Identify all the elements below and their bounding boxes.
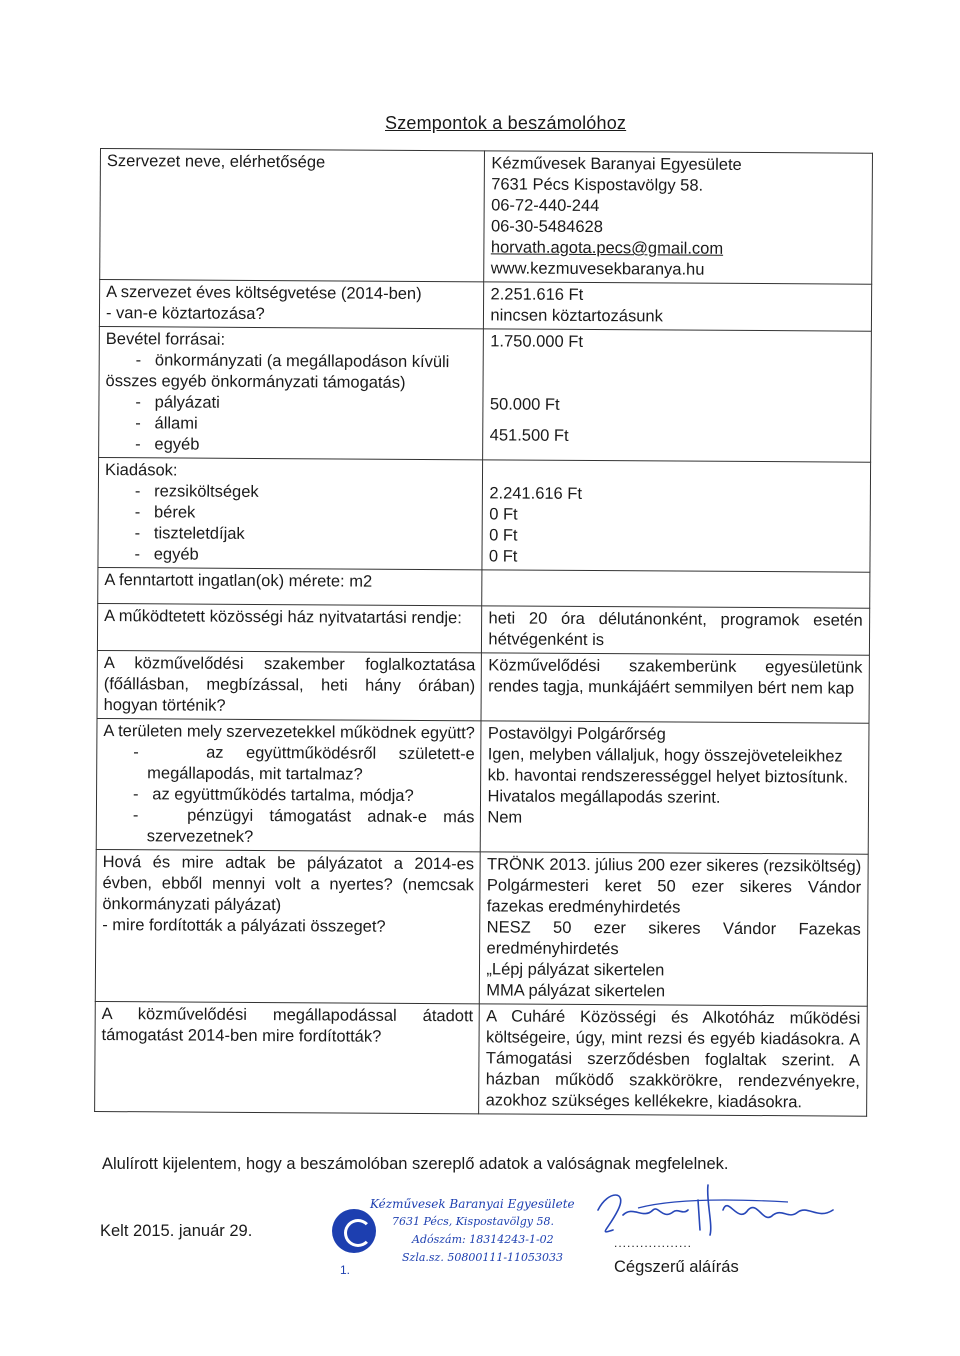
grants-value-6: „Lépj pályázat sikertelen xyxy=(486,960,665,980)
signature-label: Cégszerű aláírás xyxy=(614,1258,739,1276)
partners-question-funding: - pénzügyi támogatást adnak-e más xyxy=(103,805,475,828)
row-partners xyxy=(96,718,868,854)
stamp-line-name: Kézművesek Baranyai Egyesülete xyxy=(370,1197,575,1211)
expenses-value-fees: 0 Ft xyxy=(489,526,518,545)
opening-value-2: hétvégenként is xyxy=(488,630,605,650)
property-label: A fenntartott ingatlan(ok) mérete: m2 xyxy=(104,571,373,591)
agreement-value-5: azokhoz szükséges kellékekre, kiadásokra. xyxy=(485,1091,803,1112)
grants-value-3: fazekas eredményhirdetés xyxy=(486,897,681,917)
property-value xyxy=(489,572,863,574)
specialist-value-1: Közművelődési szakemberünk egyesületünk xyxy=(488,656,863,677)
row-agreement xyxy=(95,1001,867,1116)
row-grants xyxy=(95,849,868,1006)
organization-stamp xyxy=(330,1195,575,1280)
partners-value-agreement: Igen, melyben vállaljuk, hogy összejöveteleikhez xyxy=(487,745,843,766)
org-website: www.kezmuvesekbaranya.hu xyxy=(490,259,705,279)
agreement-value-2: költségeire, úgy, mint rezsi és egyéb kiadásokra. A xyxy=(485,1028,861,1049)
declaration-text: Alulírott kijelentem, hogy a beszámolóban szereplő adatok a valóságnak megfelelnek. xyxy=(102,1155,729,1173)
stamp-line-account: Szla.sz. 50800111-11053033 xyxy=(402,1251,564,1264)
row-property xyxy=(98,567,870,608)
grants-label-2: évben, ebből mennyi volt a nyertes? (nemcsak xyxy=(102,874,475,895)
signature-line: .................. xyxy=(614,1236,693,1250)
expenses-item-wages: - bérek xyxy=(105,502,477,525)
specialist-value-2: rendes tagja, munkájáért semmilyen bért nem kap xyxy=(488,677,855,698)
partners-question-agreement: - az együttműködésről született-e xyxy=(103,742,475,765)
stamp-line-taxnumber: Adószám: 18314243-1-02 xyxy=(412,1233,554,1246)
org-address: 7631 Pécs Kispostavölgy 58. xyxy=(491,175,704,195)
expenses-item-fees: - tiszteletdíjak xyxy=(105,523,477,546)
opening-value-1: heti 20 óra délutánonként, programok esetén xyxy=(488,609,863,630)
org-email: horvath.agota.pecs@gmail.com xyxy=(490,238,724,258)
debt-value: nincsen köztartozásunk xyxy=(490,306,663,326)
stamp-number: 1. xyxy=(340,1263,351,1277)
income-label: Bevétel forrásai: xyxy=(105,330,226,349)
date-text: Kelt 2015. január 29. xyxy=(100,1222,253,1240)
partners-question-content: - az együttműködés tartalma, módja? xyxy=(103,784,475,807)
expenses-item-utilities: - rezsiköltségek xyxy=(105,481,477,504)
income-item-other: - egyéb xyxy=(105,434,477,457)
opening-label: A működtetett közösségi ház nyitvatartási rendje: xyxy=(104,607,462,628)
budget-value: 2.251.616 Ft xyxy=(490,285,584,304)
row-opening-hours xyxy=(97,603,869,655)
grants-value-2: Polgármesteri keret 50 ezer sikeres Vándor xyxy=(486,876,862,897)
stamp-logo-icon xyxy=(332,1209,376,1253)
partners-label: A területen mely szervezetekkel működnek együtt? xyxy=(103,722,475,743)
agreement-value-4: házban működő szakkörökre, rendezvényekre, xyxy=(485,1070,860,1091)
partners-value-org: Postavölgyi Polgárőrség xyxy=(487,724,666,744)
income-item-municipal: - önkormányzati (a megállapodáson kívüli xyxy=(106,350,478,373)
grants-value-5: eredményhirdetés xyxy=(486,939,619,959)
agreement-label-2: támogatást 2014-ben mire fordították? xyxy=(101,1026,382,1046)
specialist-label-2: (főállásban, megbízással, heti hány órában) xyxy=(103,675,476,696)
income-item-tender: - pályázati xyxy=(105,392,477,415)
partners-question-funding-cont: szervezetnek? xyxy=(146,827,254,846)
budget-label: A szervezet éves költségvetése (2014-ben) xyxy=(106,283,422,303)
income-value-municipal: 1.750.000 Ft xyxy=(490,332,583,351)
partners-value-agreement-cont: kb. havontai rendszerességgel helyet biztosítunk. xyxy=(487,766,849,787)
partners-question-agreement-cont: megállapodás, mit tartalmaz? xyxy=(147,764,363,784)
income-value-tender: 50.000 Ft xyxy=(489,395,560,414)
expenses-value-wages: 0 Ft xyxy=(489,505,518,524)
expenses-value-utilities: 2.241.616 Ft xyxy=(489,484,583,503)
grants-label-4: - mire fordították a pályázati összeget? xyxy=(102,916,386,936)
expenses-label: Kiadások: xyxy=(104,461,178,480)
row-income xyxy=(99,326,871,462)
specialist-label-3: hogyan történik? xyxy=(103,696,226,715)
grants-value-1: TRÖNK 2013. július 200 ezer sikeres (rezsiköltség) xyxy=(487,855,862,876)
partners-value-content: Hivatalos megállapodás szerint. xyxy=(487,787,721,807)
agreement-label-1: A közművelődési megállapodással átadott xyxy=(101,1005,474,1026)
income-item-state: - állami xyxy=(105,413,477,436)
report-table xyxy=(94,148,872,1117)
grants-label-1: Hová és mire adtak be pályázatot a 2014-es xyxy=(102,853,475,874)
grants-value-7: MMA pályázat sikertelen xyxy=(486,981,666,1001)
grants-label-3: önkormányzati pályázat) xyxy=(102,895,282,915)
org-phone-1: 06-72-440-244 xyxy=(491,196,600,216)
org-label: Szervezet neve, elérhetősége xyxy=(106,152,326,172)
stamp-line-address: 7631 Pécs, Kispostavölgy 58. xyxy=(392,1215,554,1228)
income-value-other: 451.500 Ft xyxy=(489,426,569,445)
specialist-label-1: A közművelődési szakember foglalkoztatása xyxy=(103,654,476,675)
expenses-value-other: 0 Ft xyxy=(488,547,518,566)
org-phone-2: 06-30-5484628 xyxy=(490,217,603,237)
handwritten-signature xyxy=(588,1180,848,1240)
grants-value-4: NESZ 50 ezer sikeres Vándor Fazekas xyxy=(486,918,861,939)
income-item-municipal-cont: összes egyéb önkormányzati támogatás) xyxy=(105,372,406,392)
row-specialist xyxy=(97,650,869,723)
row-organization xyxy=(100,149,872,285)
row-budget xyxy=(99,280,871,332)
expenses-item-other: - egyéb xyxy=(104,544,476,567)
row-expenses xyxy=(98,457,870,572)
agreement-value-3: Támogatási szerződésben foglaltak szerint. A xyxy=(485,1049,861,1070)
partners-value-funding: Nem xyxy=(487,808,523,827)
agreement-value-1: A Cuháré Közösségi és Alkotóház működési xyxy=(486,1007,861,1028)
debt-label: - van-e köztartozása? xyxy=(105,304,265,324)
org-name: Kézművesek Baranyai Egyesülete xyxy=(491,154,742,174)
document-title: Szempontok a beszámolóhoz xyxy=(385,113,627,133)
